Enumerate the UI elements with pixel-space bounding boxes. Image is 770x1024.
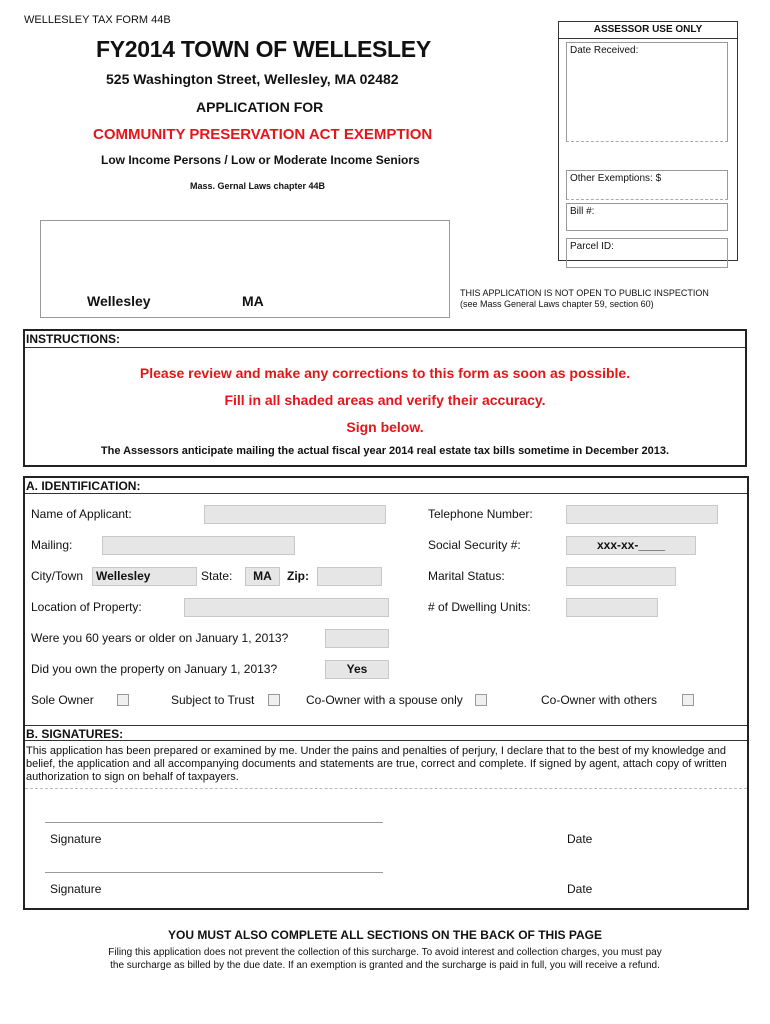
signatures-heading: B. SIGNATURES: <box>25 725 747 741</box>
identification-heading: A. IDENTIFICATION: <box>25 478 747 494</box>
name-label: Name of Applicant: <box>31 507 132 521</box>
fine-print-line-1: Filing this application does not prevent the collection of this surcharge. To avoid interest and collection charges, you must pay <box>108 947 662 958</box>
bill-number-field[interactable]: Bill #: <box>566 203 728 231</box>
divider <box>25 788 747 789</box>
location-label: Location of Property: <box>31 600 142 614</box>
back-page-notice: YOU MUST ALSO COMPLETE ALL SECTIONS ON THE BACK OF THIS PAGE <box>167 928 602 942</box>
phone-input[interactable] <box>566 505 718 524</box>
assessor-box <box>558 21 738 261</box>
signature-label-2: Signature <box>50 882 102 896</box>
parcel-id-field[interactable]: Parcel ID: <box>566 238 728 268</box>
own-question: Did you own the property on January 1, 2013? <box>31 662 278 676</box>
fine-print <box>0 946 770 972</box>
inspection-notice <box>460 288 709 310</box>
assessor-heading: ASSESSOR USE ONLY <box>559 22 737 39</box>
age-input[interactable] <box>325 629 389 648</box>
trust-checkbox[interactable] <box>268 694 280 706</box>
units-input[interactable] <box>566 598 658 617</box>
mailing-state: MA <box>242 293 264 309</box>
ssn-input[interactable]: xxx-xx-____ <box>566 536 696 555</box>
phone-label: Telephone Number: <box>428 507 533 521</box>
signature-line-2[interactable] <box>45 872 383 873</box>
instructions-box <box>23 329 747 467</box>
subtitle: Low Income Persons / Low or Moderate Income Seniors <box>101 153 420 167</box>
declaration-text: This application has been prepared or examined by me. Under the pains and penalties of perjury, I declare that to the best of my knowledge and belief, the application and all accompanying documents and statements are true, correct and complete. If signed by agent, attach copy of written authorization to sign on behalf of taxpayers. <box>26 745 727 783</box>
application-for: APPLICATION FOR <box>196 99 324 115</box>
location-input[interactable] <box>184 598 389 617</box>
mailing-city: Wellesley <box>87 293 151 309</box>
mailing-label: Mailing: <box>31 538 73 552</box>
trust-label: Subject to Trust <box>171 693 255 707</box>
date-received-field[interactable]: Date Received: <box>566 42 728 142</box>
form-id: WELLESLEY TAX FORM 44B <box>24 14 171 26</box>
law-reference: Mass. Gernal Laws chapter 44B <box>190 181 326 191</box>
fine-print-line-2: the surcharge as billed by the due date. If an exemption is granted and the surcharge is paid in full, you will receive a refund. <box>110 960 660 971</box>
units-label: # of Dwelling Units: <box>428 600 531 614</box>
instructions-heading: INSTRUCTIONS: <box>25 331 745 348</box>
state-label: State: <box>201 569 233 583</box>
name-input[interactable] <box>204 505 386 524</box>
identification-section <box>23 476 749 910</box>
zip-label: Zip: <box>287 569 309 583</box>
age-question: Were you 60 years or older on January 1, 2013? <box>31 631 289 645</box>
marital-label: Marital Status: <box>428 569 505 583</box>
signature-label-1: Signature <box>50 832 102 846</box>
town-address: 525 Washington Street, Wellesley, MA 02482 <box>106 71 399 87</box>
coowner-others-checkbox[interactable] <box>682 694 694 706</box>
coowner-others-label: Co-Owner with others <box>541 693 658 707</box>
other-exemptions-field[interactable]: Other Exemptions: $ <box>566 170 728 200</box>
own-input[interactable]: Yes <box>325 660 389 679</box>
instruction-line-1: Please review and make any corrections to this form as soon as possible. <box>139 365 631 381</box>
sole-owner-checkbox[interactable] <box>117 694 129 706</box>
date-label-2: Date <box>567 882 593 896</box>
signature-line-1[interactable] <box>45 822 383 823</box>
mailing-address-box <box>40 220 450 318</box>
coowner-spouse-label: Co-Owner with a spouse only <box>306 693 463 707</box>
program-title: COMMUNITY PRESERVATION ACT EXEMPTION <box>93 126 433 143</box>
coowner-spouse-checkbox[interactable] <box>475 694 487 706</box>
instruction-line-3: Sign below. <box>346 419 424 435</box>
instruction-note: The Assessors anticipate mailing the actual fiscal year 2014 real estate tax bills sometime in December 2013. <box>100 445 670 457</box>
sole-owner-label: Sole Owner <box>31 693 94 707</box>
instruction-line-2: Fill in all shaded areas and verify their accuracy. <box>224 392 546 408</box>
date-label-1: Date <box>567 832 593 846</box>
ssn-label: Social Security #: <box>428 538 521 552</box>
mailing-input[interactable] <box>102 536 295 555</box>
marital-input[interactable] <box>566 567 676 586</box>
state-input[interactable]: MA <box>245 567 280 586</box>
notice-line-1: THIS APPLICATION IS NOT OPEN TO PUBLIC INSPECTION <box>460 288 709 298</box>
city-input[interactable]: Wellesley <box>92 567 197 586</box>
page-title: FY2014 TOWN OF WELLESLEY <box>96 36 431 62</box>
zip-input[interactable] <box>317 567 382 586</box>
city-label: City/Town <box>31 569 84 583</box>
notice-line-2: (see Mass General Laws chapter 59, section 60) <box>460 299 654 309</box>
